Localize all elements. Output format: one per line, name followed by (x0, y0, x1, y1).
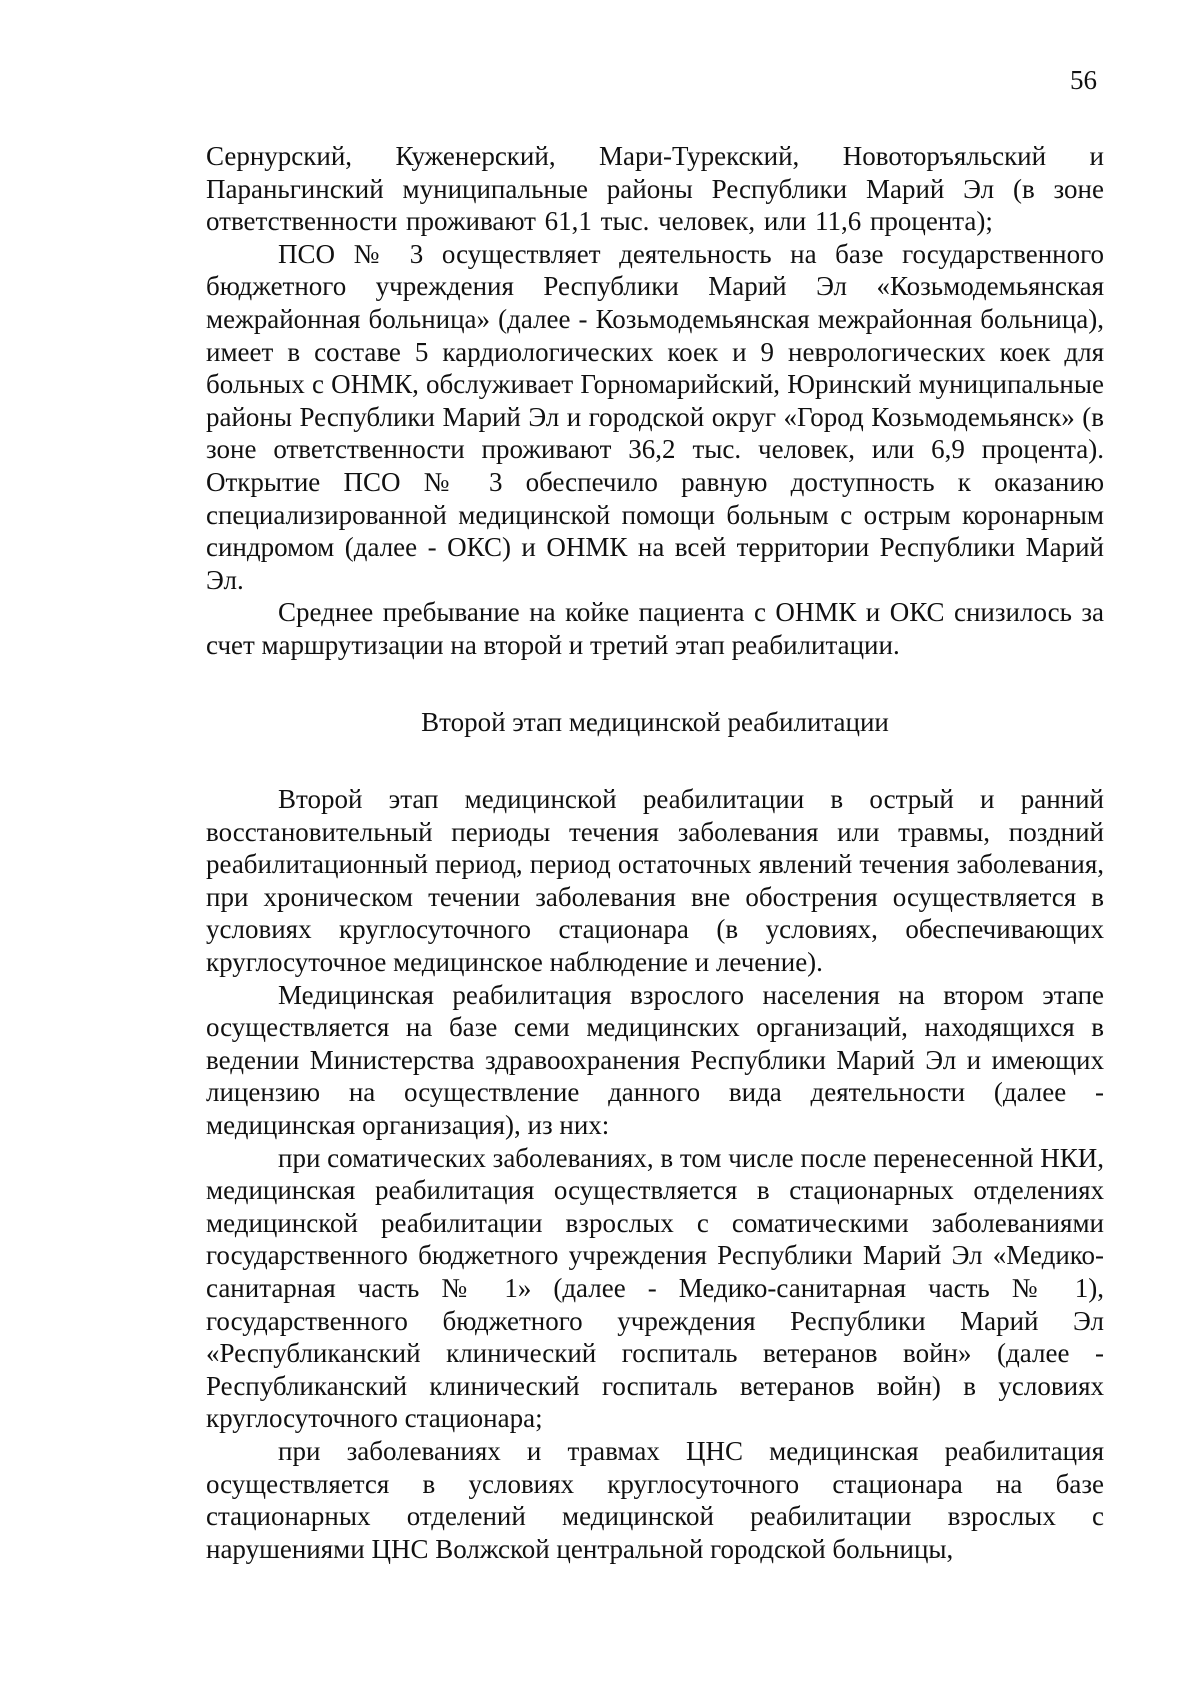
document-body (206, 140, 1104, 1565)
paragraph-somatic: при соматических заболеваниях, в том числе после перенесенной НКИ, медицинская реабилитация осуществляется в стационарных отделениях медицинской реабилитации взрослых с соматическими заболеваниями государственного бюджетного учреждения Республики Марий Эл «Медико-санитарная часть № 1» (далее - Медико-санитарная часть № 1), государственного бюджетного учреждения Республики Марий Эл «Республиканский клинический госпиталь ветеранов войн» (далее - Республиканский клинический госпиталь ветеранов войн) в условиях круглосуточного стационара; (206, 1142, 1104, 1434)
paragraph-continuation: Сернурский, Куженерский, Мари-Турекский, Новоторъяльский и Параньгинский муниципальные районы Республики Марий Эл (в зоне ответственности проживают 61,1 тыс. человек, или 11,6 процента); (206, 141, 1104, 237)
paragraph-cns: при заболеваниях и травмах ЦНС медицинская реабилитация осуществляется в условиях круглосуточного стационара на базе стационарных отделений медицинской реабилитации взрослых с нарушениями ЦНС Волжской центральной городской больницы, (206, 1435, 1104, 1564)
section-heading: Второй этап медицинской реабилитации (421, 706, 889, 737)
paragraph-adult-rehab: Медицинская реабилитация взрослого населения на втором этапе осуществляется на базе семи медицинских организаций, находящихся в ведении Министерства здравоохранения Республики Марий Эл и имеющих лицензию на осуществление данного вида деятельности (далее - медицинская организация), из них: (206, 979, 1104, 1141)
page-number: 56 (1070, 65, 1097, 95)
paragraph-average-stay: Среднее пребывание на койке пациента с ОНМК и ОКС снизилось за счет маршрутизации на второй и третий этап реабилитации. (206, 597, 1104, 660)
paragraph-pso-3: ПСО № 3 осуществляет деятельность на базе государственного бюджетного учреждения Республики Марий Эл «Козьмодемьянская межрайонная больница» (далее - Козьмодемьянская межрайонная больница), имеет в составе 5 кардиологических коек и 9 неврологических коек для больных с ОНМК, обслуживает Горномарийский, Юринский муниципальные районы Республики Марий Эл и городской округ «Город Козьмодемьянск» (в зоне ответственности проживают 36,2 тыс. человек, или 6,9 процента). Открытие ПСО № 3 обеспечило равную доступность к оказанию специализированной медицинской помощи больным с острым коронарным синдромом (далее - ОКС) и ОНМК на всей территории Республики Марий Эл. (206, 238, 1104, 595)
paragraph-second-stage: Второй этап медицинской реабилитации в острый и ранний восстановительный периоды течения заболевания или травмы, поздний реабилитационный период, период остаточных явлений течения заболевания, при хроническом течении заболевания вне обострения осуществляется в условиях круглосуточного стационара (в условиях, обеспечивающих круглосуточное медицинское наблюдение и лечение). (206, 784, 1104, 978)
